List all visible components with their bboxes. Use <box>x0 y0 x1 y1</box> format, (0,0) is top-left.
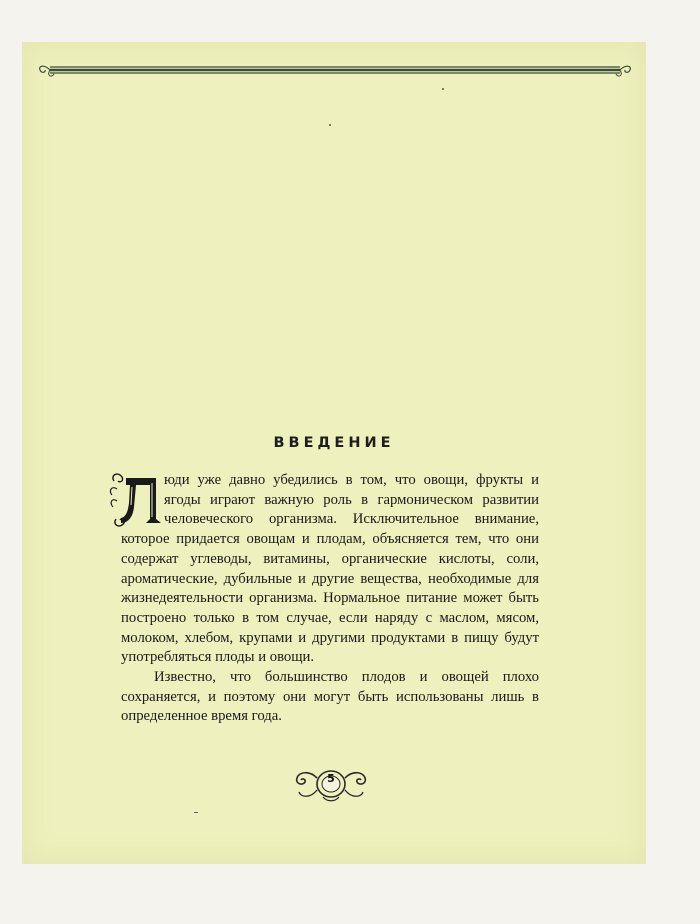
paragraph-1: юди уже давно убедились в том, что овощи, фрукты и ягоды играют важную роль в гармоническом развитии человеческого организма. Исключительное внимание, которое придается овощам и плодам, объясняется тем, что они содержат углеводы, витамины, органические кислоты, соли, ароматические, дубильные и другие вещества, необходимые для жизнедеятельности организма. Нормальное питание может быть построено только в том случае, если наряду с маслом, мясом, молоком, хлебом, крупами и другими продуктами в пищу будут употребляться плоды и овощи. <box>121 472 539 666</box>
paper-speck <box>194 812 198 813</box>
paper-speck <box>329 124 331 126</box>
paragraph-2: Известно, что большинство плодов и овощей плохо сохраняется, и поэтому они могут быть использованы лишь в определенное время года. <box>121 669 539 725</box>
body-text <box>108 459 539 727</box>
ornamental-drop-cap <box>108 459 162 529</box>
page-number: 5 <box>327 772 335 785</box>
top-decorative-rule <box>36 60 634 80</box>
drop-cap-letter: Л <box>108 459 118 475</box>
book-page <box>22 42 646 864</box>
paper-speck <box>442 88 444 90</box>
section-heading: ВВЕДЕНИЕ <box>273 435 395 451</box>
